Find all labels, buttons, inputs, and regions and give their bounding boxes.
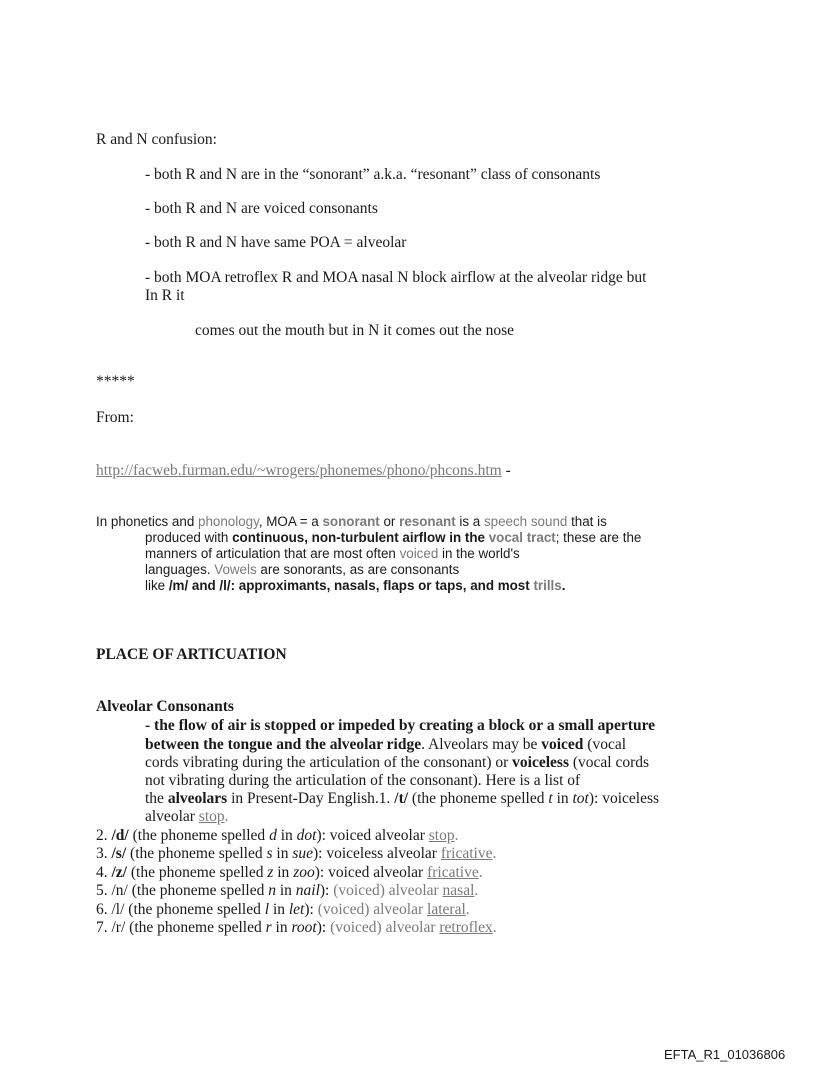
list-item: [96, 882, 478, 900]
text: .: [561, 578, 566, 593]
text: 2.: [96, 827, 112, 844]
speech-sound-term: speech sound: [483, 514, 568, 529]
phoneme: /r/: [111, 919, 126, 936]
text: dot: [296, 827, 317, 844]
text: (voiced) alveolar: [330, 919, 440, 936]
text: ):: [304, 901, 318, 918]
text: ):: [319, 882, 334, 899]
text: (the phoneme spelled: [124, 901, 265, 918]
text: z: [267, 864, 274, 881]
text: .: [492, 919, 497, 936]
text: 6.: [96, 901, 112, 918]
text: in: [552, 790, 573, 807]
text: ): voiceless alveolar: [313, 845, 441, 862]
place-heading-text: PLACE OF ARTICUATION: [96, 646, 287, 663]
source-link[interactable]: http://facweb.furman.edu/~wrogers/phonemes/phono/phcons.htm: [96, 462, 502, 479]
text: let: [288, 901, 305, 918]
text: ): voiced alveolar: [314, 864, 428, 881]
text: 3.: [96, 845, 112, 862]
alveolar-heading: [96, 698, 234, 716]
text: 4.: [96, 864, 112, 881]
list-item: [96, 901, 470, 919]
text: or: [379, 514, 400, 529]
phoneme: /l/: [111, 901, 125, 918]
text: (the phoneme spelled: [128, 827, 270, 844]
manner-link[interactable]: retroflex: [439, 919, 493, 936]
text: tot: [572, 790, 589, 807]
text: (voiced) alveolar: [333, 882, 443, 899]
text: in: [276, 827, 297, 844]
text: (the phoneme spelled: [126, 845, 267, 862]
confusion-heading: R and N confusion:: [96, 131, 217, 148]
sonorant-line-1: [96, 514, 607, 530]
text: 7.: [96, 919, 112, 936]
text: manners of articulation that are most often: [145, 546, 400, 561]
trills-term: trills: [533, 578, 562, 593]
text: the: [145, 790, 168, 807]
text: (vocal: [583, 736, 627, 753]
sonorant-line-4: [145, 562, 459, 578]
text: .: [224, 808, 229, 825]
airflow-phrase: continuous, non-turbulent airflow in the: [232, 530, 489, 545]
text: (the phoneme spelled: [127, 864, 268, 881]
manner-link[interactable]: fricative: [440, 845, 493, 862]
vocal-tract-term: vocal tract: [488, 530, 556, 545]
text: are sonorants, as are consonants: [256, 562, 460, 577]
alveolar-para-line-1: [145, 717, 655, 735]
text: (vocal cords: [569, 754, 650, 771]
sonorant-line-2: [145, 530, 641, 546]
text: like: [145, 578, 169, 593]
text: r: [265, 919, 272, 936]
text: t: [548, 790, 553, 807]
text: In phonetics and: [96, 514, 198, 529]
text: l: [264, 901, 270, 918]
text: cords vibrating during the articulation of the consonant) or: [145, 754, 513, 771]
alveolar-para-line-3: [145, 754, 649, 772]
document-id: EFTA_R1_01036806: [664, 1047, 786, 1062]
text: d: [269, 827, 277, 844]
manner-link[interactable]: fricative: [427, 864, 479, 881]
text: in: [273, 864, 294, 881]
consonant-examples: /m/ and /l/: approximants, nasals, flaps or taps, and most: [168, 578, 534, 593]
text: .: [478, 864, 483, 881]
phoneme: /z/: [111, 864, 127, 881]
bullet-item: - both R and N are voiced consonants: [145, 200, 378, 217]
text: .: [454, 827, 459, 844]
text: ):: [316, 919, 331, 936]
text: in: [271, 919, 292, 936]
text: .: [492, 845, 497, 862]
alveolar-para-line-2: [145, 736, 626, 754]
text: /t/: [394, 790, 409, 807]
text: languages.: [145, 562, 215, 577]
text: zoo: [293, 864, 315, 881]
text: ; these are the: [555, 530, 642, 545]
sonorant-term: sonorant: [322, 514, 380, 529]
vowels-term: Vowels: [214, 562, 257, 577]
text: (the phoneme spelled: [125, 919, 266, 936]
text: in the world's: [438, 546, 520, 561]
manner-link[interactable]: stop: [428, 827, 455, 844]
text: 5.: [96, 882, 112, 899]
bullet-item: - both R and N have same POA = alveolar: [145, 234, 407, 251]
text: in Present-Day English.1.: [227, 790, 395, 807]
text: voiced: [541, 736, 584, 753]
text: sue: [292, 845, 314, 862]
source-dash: -: [501, 462, 511, 479]
text: produced with: [145, 530, 233, 545]
text: not vibrating during the articulation of the consonant). Here is a list of: [145, 772, 581, 789]
text: (voiced) alveolar: [317, 901, 428, 918]
text: in: [269, 901, 289, 918]
text: alveolars: [167, 790, 228, 807]
alveolar-heading-text: Alveolar Consonants: [96, 698, 234, 715]
resonant-term: resonant: [399, 514, 456, 529]
text: - the flow of air is stopped or impeded by creating a block or a small aperture: [145, 717, 656, 734]
bullet-item-continuation: In R it: [145, 287, 185, 304]
text: ): voiced alveolar: [316, 827, 429, 844]
from-label: From:: [96, 409, 134, 426]
separator-stars: *****: [96, 373, 135, 390]
text: (the phoneme spelled: [408, 790, 549, 807]
manner-link[interactable]: nasal: [442, 882, 475, 899]
alveolar-para-line-6: [145, 808, 229, 826]
text: ): voiceless: [588, 790, 660, 807]
place-heading: [96, 646, 287, 664]
manner-link[interactable]: lateral: [427, 901, 466, 918]
voiced-term: voiced: [399, 546, 439, 561]
text: nail: [295, 882, 320, 899]
bullet-item: - both MOA retroflex R and MOA nasal N block airflow at the alveolar ridge but: [145, 269, 647, 286]
text: alveolar: [145, 808, 199, 825]
text: . Alveolars may be: [421, 736, 542, 753]
text: .: [465, 901, 470, 918]
source-line: [96, 462, 511, 480]
sonorant-line-3: [145, 546, 520, 562]
text: voiceless: [512, 754, 569, 771]
phonology-term: phonology: [198, 514, 259, 529]
list-item: [96, 864, 483, 882]
phoneme: /d/: [111, 827, 129, 844]
text: in: [272, 845, 293, 862]
list-item: [96, 845, 496, 863]
text: n: [268, 882, 276, 899]
phoneme: /s/: [111, 845, 127, 862]
bullet-item: - both R and N are in the “sonorant” a.k.a. “resonant” class of consonants: [145, 166, 601, 183]
alveolar-para-line-4: [145, 772, 580, 790]
phoneme: /n/: [111, 882, 128, 899]
text: (the phoneme spelled: [127, 882, 269, 899]
list-item: [96, 919, 497, 937]
text: between the tongue and the alveolar ridge: [145, 736, 422, 753]
list-item: [96, 827, 458, 845]
text: in: [275, 882, 296, 899]
stop-link[interactable]: stop: [198, 808, 225, 825]
bullet-item-continuation: comes out the mouth but in N it comes out the nose: [195, 322, 514, 339]
text: .: [474, 882, 479, 899]
sonorant-line-5: [145, 578, 565, 594]
text: is a: [455, 514, 484, 529]
alveolar-para-line-5: [145, 790, 659, 808]
text: , MOA = a: [258, 514, 323, 529]
text: that is: [567, 514, 607, 529]
text: s: [266, 845, 273, 862]
text: root: [291, 919, 317, 936]
